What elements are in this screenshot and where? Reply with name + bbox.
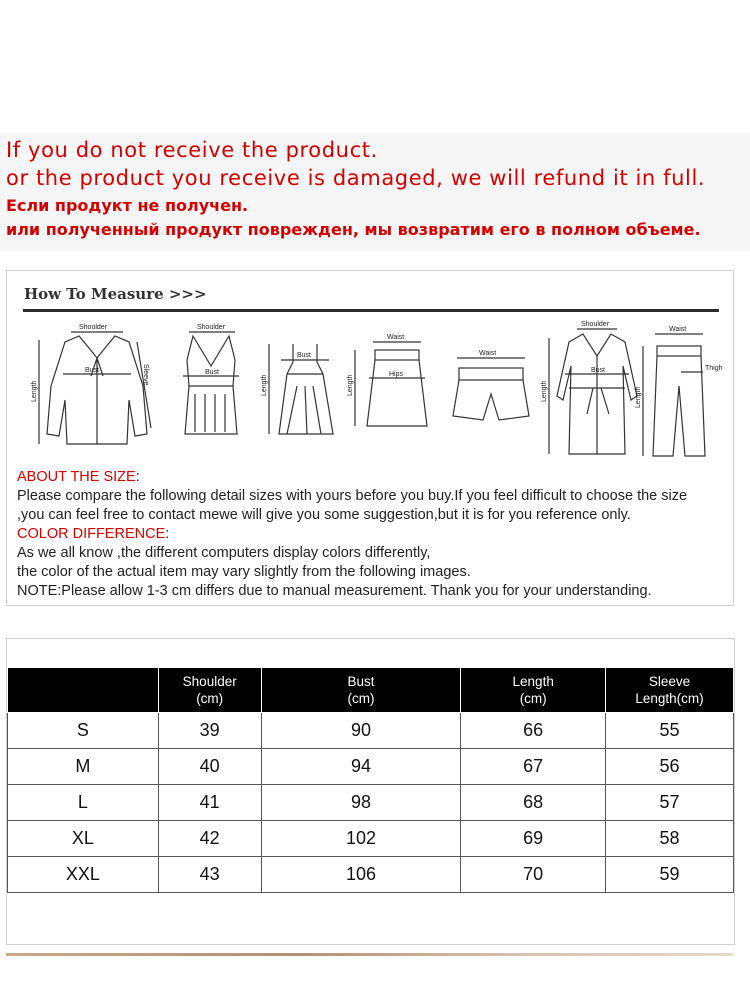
bust-cell: 94 bbox=[261, 749, 461, 785]
sundress-bust-label: Bust bbox=[297, 352, 312, 359]
shoulder-cell: 40 bbox=[158, 749, 261, 785]
size-cell: XXL bbox=[8, 857, 159, 893]
trousers-diagram-icon bbox=[635, 326, 723, 456]
size-chart-panel bbox=[6, 638, 735, 945]
header-bust: Bust (cm) bbox=[261, 668, 461, 713]
trousers-waist-label: Waist bbox=[669, 326, 687, 333]
bust-cell: 98 bbox=[261, 785, 461, 821]
blouse-shoulder-label: Shoulder bbox=[79, 324, 108, 331]
table-row bbox=[8, 857, 734, 893]
refund-line-2: or the product you receive is damaged, we will refund it in full. bbox=[6, 166, 706, 190]
sleeve-cell: 56 bbox=[606, 749, 734, 785]
sleeve-cell: 58 bbox=[606, 821, 734, 857]
shoulder-cell: 41 bbox=[158, 785, 261, 821]
product-photo-edge bbox=[6, 953, 733, 956]
shoulder-cell: 43 bbox=[158, 857, 261, 893]
size-chart-table bbox=[7, 667, 734, 893]
header-size bbox=[8, 668, 159, 713]
about-size-line-1: Please compare the following detail sizes with yours before you buy.If you feel difficult to choose the size bbox=[17, 488, 688, 504]
length-cell: 66 bbox=[461, 713, 606, 749]
measure-diagrams bbox=[17, 316, 723, 466]
trousers-length-label: Length bbox=[635, 386, 642, 408]
header-sleeve-length: Sleeve Length(cm) bbox=[606, 668, 734, 713]
size-chart-header-row bbox=[8, 668, 734, 713]
size-cell: M bbox=[8, 749, 159, 785]
refund-line-4: или полученный продукт поврежден, мы возвратим его в полном объеме. bbox=[6, 220, 701, 239]
trousers-thigh-label: Thigh bbox=[705, 365, 723, 372]
length-cell: 69 bbox=[461, 821, 606, 857]
header-length: Length (cm) bbox=[461, 668, 606, 713]
blouse-sleeve-label: Sleeve bbox=[142, 364, 149, 386]
sleeve-cell: 57 bbox=[606, 785, 734, 821]
table-row bbox=[8, 749, 734, 785]
about-size-heading: ABOUT THE SIZE: bbox=[17, 469, 140, 485]
length-cell: 68 bbox=[461, 785, 606, 821]
tank-bust-label: Bust bbox=[205, 369, 220, 376]
bust-cell: 90 bbox=[261, 713, 461, 749]
refund-line-3: Если продукт не получен. bbox=[6, 196, 249, 215]
skirt-length-label: Length bbox=[347, 374, 354, 396]
table-row bbox=[8, 713, 734, 749]
sleeve-cell: 59 bbox=[606, 857, 734, 893]
coat-length-label: Length bbox=[541, 380, 548, 402]
refund-banner bbox=[0, 133, 750, 251]
refund-line-1: If you do not receive the product. bbox=[6, 138, 378, 162]
blouse-diagram-icon bbox=[31, 324, 151, 444]
bust-cell: 102 bbox=[261, 821, 461, 857]
how-to-measure-panel bbox=[6, 270, 734, 606]
size-cell: S bbox=[8, 713, 159, 749]
coat-shoulder-label: Shoulder bbox=[581, 321, 610, 328]
sleeve-cell: 55 bbox=[606, 713, 734, 749]
table-row bbox=[8, 821, 734, 857]
shorts-waist-label: Waist bbox=[479, 350, 497, 357]
color-difference-line-2: the color of the actual item may vary slightly from the following images. bbox=[17, 564, 471, 580]
shorts-diagram-icon bbox=[453, 350, 529, 420]
skirt-hips-label: Hips bbox=[389, 371, 404, 378]
length-cell: 70 bbox=[461, 857, 606, 893]
tank-diagram-icon bbox=[183, 324, 239, 434]
size-cell: XL bbox=[8, 821, 159, 857]
how-to-measure-title: How To Measure >>> bbox=[24, 285, 207, 303]
measurement-note: NOTE:Please allow 1-3 cm differs due to manual measurement. Thank you for your understanding. bbox=[17, 583, 652, 599]
coat-diagram-icon bbox=[541, 321, 637, 454]
coat-bust-label: Bust bbox=[591, 367, 606, 374]
color-difference-heading: COLOR DIFFERENCE: bbox=[17, 526, 170, 542]
shoulder-cell: 42 bbox=[158, 821, 261, 857]
tank-shoulder-label: Shoulder bbox=[197, 324, 226, 331]
blouse-length-label: Length bbox=[31, 380, 38, 402]
color-difference-line-1: As we all know ,the different computers display colors differently, bbox=[17, 545, 431, 561]
size-cell: L bbox=[8, 785, 159, 821]
blouse-bust-label: Bust bbox=[85, 367, 100, 374]
sundress-length-label: Length bbox=[261, 374, 268, 396]
bust-cell: 106 bbox=[261, 857, 461, 893]
size-notes bbox=[17, 468, 687, 601]
sundress-diagram-icon bbox=[261, 344, 333, 434]
header-shoulder: Shoulder (cm) bbox=[158, 668, 261, 713]
title-divider bbox=[23, 309, 719, 312]
length-cell: 67 bbox=[461, 749, 606, 785]
about-size-line-2: ,you can feel free to contact mewe will give you some suggestion,but it is for you reference only. bbox=[17, 507, 631, 523]
skirt-waist-label: Waist bbox=[387, 334, 405, 341]
skirt-diagram-icon bbox=[347, 334, 427, 426]
table-row bbox=[8, 785, 734, 821]
shoulder-cell: 39 bbox=[158, 713, 261, 749]
